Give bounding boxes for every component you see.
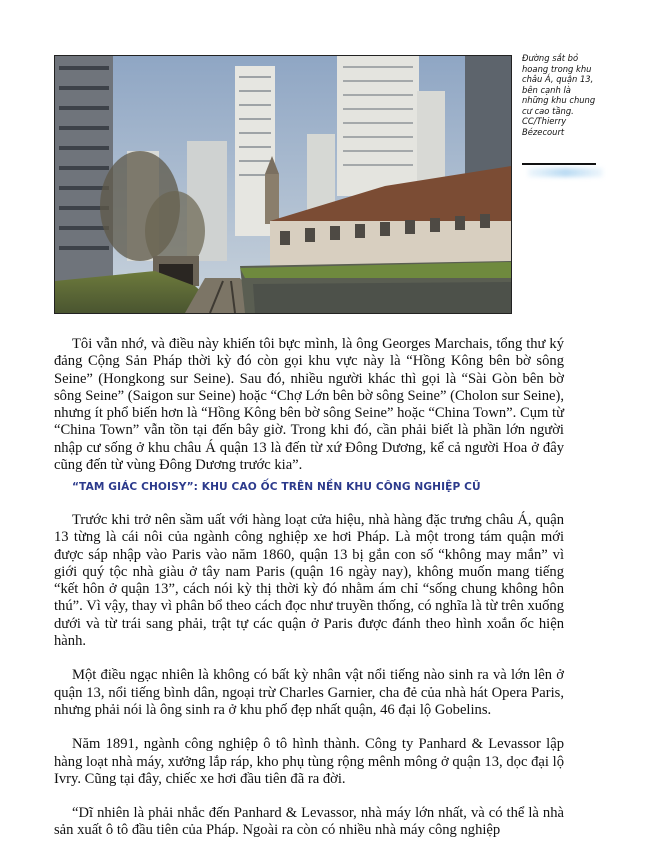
photo-caption: Đường sắt bỏ hoang trong khu châu Á, quận 13, bên cạnh là những khu chung cư cao tầng. CC/Thierry Bézecourt xyxy=(522,53,596,137)
article-body-intro xyxy=(54,336,564,474)
paragraph: “Dĩ nhiên là phải nhắc đến Panhard & Levassor, nhà máy lớn nhất, và có thể là nhà sản xuất ô tô đầu tiên của Pháp. Ngoài ra còn có nhiều nhà máy công nghiệp xyxy=(54,805,564,839)
abandoned-railway-photo xyxy=(55,56,511,313)
paragraph: Tôi vẫn nhớ, và điều này khiến tôi bực mình, là ông Georges Marchais, tổng thư ký đảng Cộng Sản Pháp thời kỳ đó còn gọi khu vực này là “Hồng Kông bên bờ sông Seine” (Hongkong sur Seine). Sau đó, nhiều người khác thì gọi là “Sài Gòn bên bờ sông Seine” (Saigon sur Seine) hoặc “Chợ Lớn bên bờ sông Seine” (Cholon sur Seine), nhưng ít phổ biến hơn là “Hồng Kông bên bờ sông Seine” hoặc “China Town”. Cụm từ “China Town” vẫn tồn tại đến bây giờ. Trong khi đó, cần phải biết là phần lớn người nhập cư sống ở khu châu Á quận 13 là đến từ xứ Đông Dương, kể cả người Hoa ở đây cũng đến từ vùng Đông Dương trước kia”. xyxy=(54,336,564,474)
caption-highlight xyxy=(528,168,603,177)
paragraph: Một điều ngạc nhiên là không có bất kỳ nhân vật nổi tiếng nào sinh ra và lớn lên ở quận 13, nổi tiếng bình dân, ngoại trừ Charles Garnier, cha đẻ của nhà hát Opera Paris, nhưng phải nói là ông sinh ra ở khu phố đẹp nhất quận, 46 đại lộ Gobelins. xyxy=(54,667,564,718)
paragraph: Năm 1891, ngành công nghiệp ô tô hình thành. Công ty Panhard & Levassor lập hàng loạt nhà máy, xưởng lắp ráp, kho phụ tùng rộng mênh mông ở quận 13, dọc đại lộ Ivry. Cũng tại đây, chiếc xe hơi đầu tiên đã ra đời. xyxy=(54,736,564,787)
caption-divider xyxy=(522,163,596,165)
article-body-section xyxy=(54,512,564,840)
article-photo xyxy=(54,55,512,314)
paragraph: Trước khi trở nên sầm uất với hàng loạt cửa hiệu, nhà hàng đặc trưng châu Á, quận 13 từng là cái nôi của ngành công nghiệp xe hơi Pháp. Là một trong tám quận mới được sáp nhập vào Paris vào năm 1860, quận 13 bị gắn con số “không may mắn” vì giới quý tộc nhà giàu ở tây nam Paris (quận 16 ngày nay), không muốn mang tiếng “kết hôn ở quận 13”, cách nói kỳ thị thời kỳ đó nhằm ám chỉ “sống chung không hôn thú”. Vì vậy, thay vì phân bổ theo cách đọc như truyền thống, có nghĩa là từ trên xuống dưới và từ trái sang phải, trật tự các quận ở Paris được đánh theo hình xoắn ốc hiện hành. xyxy=(54,512,564,650)
section-heading: “TAM GIÁC CHOISY”: KHU CAO ỐC TRÊN NỀN KHU CÔNG NGHIỆP CŨ xyxy=(72,481,481,493)
